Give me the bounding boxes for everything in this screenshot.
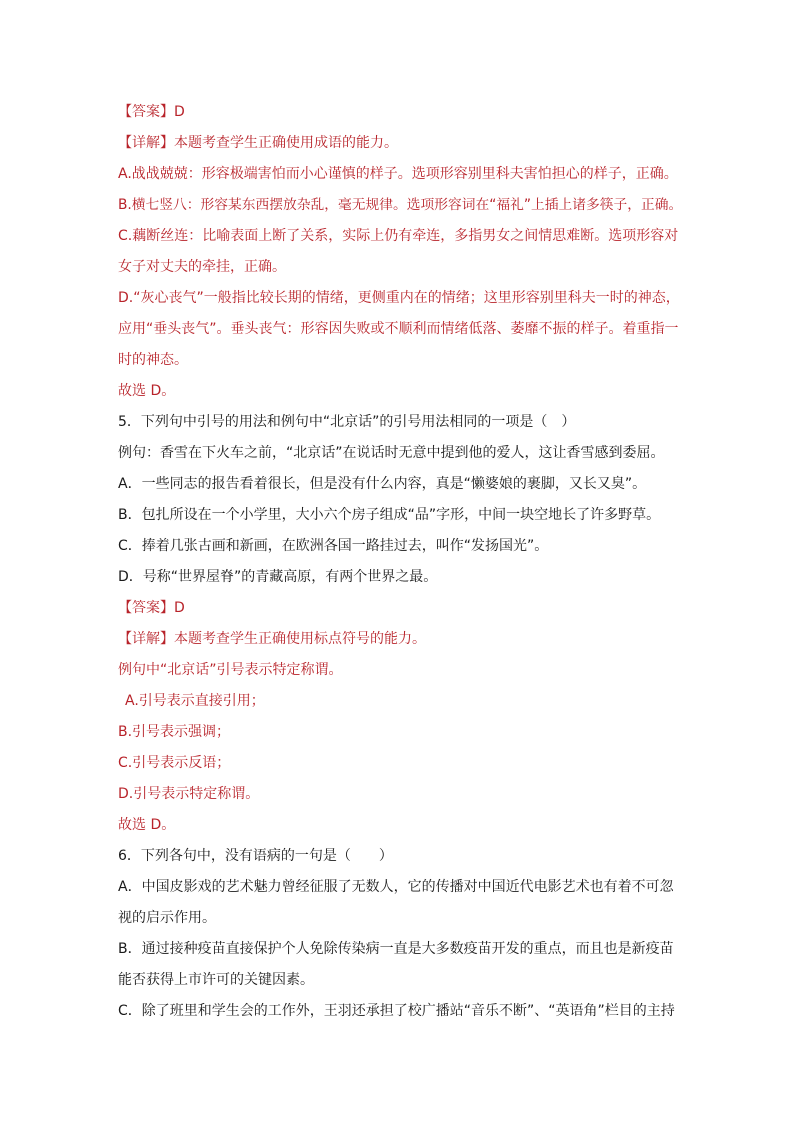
- explanation-option-d-q4-cont1: 应用“垂头丧气”。垂头丧气：形容因失败或不顺利而情绪低落、萎靡不振的样子。着重指一: [118, 321, 679, 337]
- explanation-option-d-q5: D.引号表示特定称谓。: [118, 786, 260, 802]
- explanation-option-c-q5: C.引号表示反语；: [118, 755, 231, 771]
- question-6-option-b-cont: 能否获得上市许可的关键因素。: [118, 972, 314, 988]
- explanation-option-d-q4: D.“灰心丧气”一般指比较长期的情绪，更侧重内在的情绪；这里形容别里科夫一时的神态，: [118, 290, 680, 306]
- explanation-option-b-q5: B.引号表示强调；: [118, 724, 231, 740]
- question-6-option-c: C．除了班里和学生会的工作外，王羽还承担了校广播站“音乐不断”、“英语角”栏目的主持: [118, 1003, 675, 1019]
- question-5-option-b: B．包扎所设在一个小学里，大小六个房子组成“品”字形，中间一块空地长了许多野草。: [118, 507, 661, 523]
- explanation-option-c-q4-cont: 女子对丈夫的牵挂，正确。: [118, 259, 286, 275]
- question-5-stem: 5．下列句中引号的用法和例句中“北京话”的引号用法相同的一项是（ ）: [118, 414, 576, 430]
- question-5-option-c: C．捧着几张古画和新画，在欧洲各国一路挂过去，叫作“发扬国光”。: [118, 538, 549, 554]
- question-6-option-a: A．中国皮影戏的艺术魅力曾经征服了无数人，它的传播对中国近代电影艺术也有着不可忽: [118, 879, 674, 895]
- question-6-stem: 6．下列各句中，没有语病的一句是（ ）: [118, 848, 393, 864]
- question-6-option-a-cont: 视的启示作用。: [118, 910, 216, 926]
- explanation-example-q5: 例句中“北京话”引号表示特定称谓。: [118, 662, 343, 678]
- question-5-option-d: D．号称“世界屋脊”的青藏高原，有两个世界之最。: [118, 569, 438, 585]
- answer-label-q5: 【答案】D: [118, 600, 185, 616]
- explanation-option-b-q4: B.横七竖八：形容某东西摆放杂乱，毫无规律。选项形容词在“福礼”上插上诸多筷子，正确。: [118, 197, 683, 213]
- conclusion-q4: 故选 D。: [118, 383, 176, 399]
- explanation-intro-q4: 【详解】本题考查学生正确使用成语的能力。: [118, 135, 398, 151]
- explanation-option-a-q4: A.战战兢兢：形容极端害怕而小心谨慎的样子。选项形容别里科夫害怕担心的样子，正确。: [118, 166, 678, 182]
- explanation-intro-q5: 【详解】本题考查学生正确使用标点符号的能力。: [118, 631, 426, 647]
- question-5-option-a: A．一些同志的报告看着很长，但是没有什么内容，真是“懒婆娘的裹脚，又长又臭”。: [118, 476, 647, 492]
- explanation-option-d-q4-cont2: 时的神态。: [118, 352, 188, 368]
- question-5-example: 例句：香雪在下火车之前，“北京话”在说话时无意中提到他的爱人，这让香雪感到委屈。: [118, 445, 665, 461]
- conclusion-q5: 故选 D。: [118, 817, 176, 833]
- explanation-option-a-q5: A.引号表示直接引用；: [125, 693, 265, 709]
- question-6-option-b: B．通过接种疫苗直接保护个人免除传染病一直是大多数疫苗开发的重点，而且也是新疫苗: [118, 941, 674, 957]
- explanation-option-c-q4: C.藕断丝连：比喻表面上断了关系，实际上仍有牵连，多指男女之间情思难断。选项形容对: [118, 228, 679, 244]
- answer-label-q4: 【答案】D: [118, 104, 185, 120]
